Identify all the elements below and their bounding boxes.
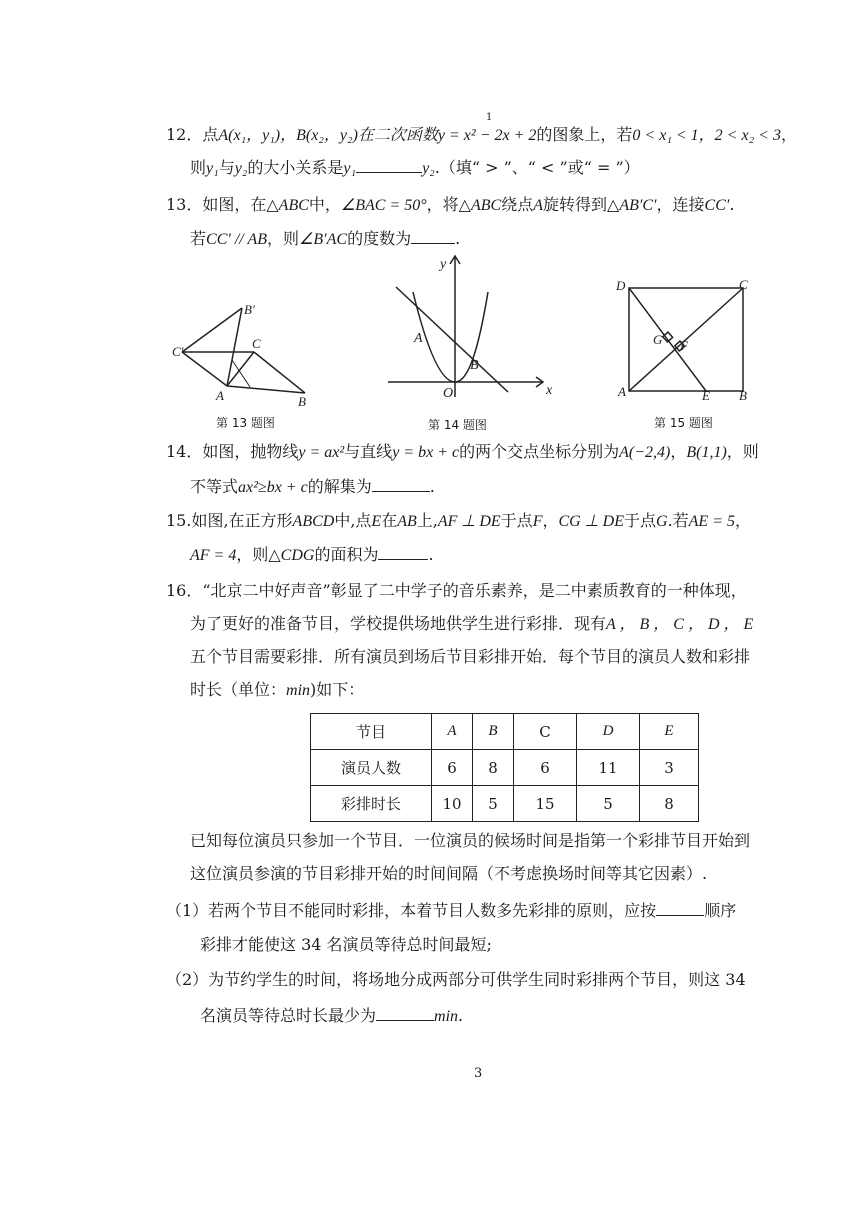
question-12-line-1 [166,124,797,147]
q15-text: . [428,545,434,564]
q16-unit: min [434,1008,459,1025]
vertex-label-a: A [618,384,626,399]
table-row-label: 演员人数 [311,750,432,786]
q13-text: 13．如图，在△ [166,195,279,214]
question-13-line-1 [166,194,734,217]
q12-text: 的大小关系是 [247,158,344,177]
q16-text: 顺序 [704,901,737,920]
question-16-part-1 [166,899,736,922]
axis-label-x: x [546,383,553,398]
table-row-label: 彩排时长 [311,786,432,822]
answer-blank-q16-2[interactable] [376,1004,434,1021]
point-label-e: E [702,388,710,403]
q13-text: ，连接 [656,195,705,214]
figure-15-square [614,276,764,404]
table-row [311,750,699,786]
table-cell: 5 [577,786,640,822]
q12-condition: 0 < x₁ < 1，2 < x₂ < 3 [632,127,781,144]
q16-text: 为了更好的准备节目，学校提供场地供学生进行彩排．现有 [190,614,607,633]
question-16-line-5: 已知每位演员只参加一个节目．一位演员的候场时间是指第一个彩排节目开始到 [190,831,751,850]
q13-var: CC′ // AB [206,231,268,248]
q14-expr: ax²≥bx + c [238,479,308,496]
table-header-cell: C [514,714,577,750]
table-cell: 5 [473,786,514,822]
q15-text: ，则△ [236,545,281,564]
q13-text: 绕点 [501,195,534,214]
q14-point: B(1,1) [686,444,727,461]
question-16-line-6: 这位演员参演的节目彩排开始的时间间隔（不考虑换场时间等其它因素）. [190,864,708,883]
point-label-g: G [653,332,663,347]
q16-text: . [458,1006,464,1025]
q13-text: 中， [308,195,341,214]
q16-text: （1）若两个节目不能同时彩排，本着节目人数多先彩排的原则，应按 [166,901,657,920]
point-label-f: F [680,338,688,353]
q15-expr: AF ⊥ DE [437,513,501,530]
q14-text: ， [670,442,687,461]
q15-var: F [532,513,543,530]
q14-text: ，则 [726,442,759,461]
label-a: A [216,388,224,403]
question-16-line-4 [190,679,364,702]
question-13-line-2 [190,227,460,251]
figure-13-caption: 第 13 题图 [216,416,275,430]
answer-blank-q16-1[interactable] [656,899,704,916]
q14-text: 的两个交点坐标分别为 [459,442,620,461]
q15-expr: AF = 4 [190,547,237,564]
q16-text: 时长（单位： [190,680,287,699]
figure-13-diagram [172,300,317,408]
answer-blank-q14[interactable] [372,475,430,492]
point-label-b: B [470,358,479,373]
q13-var: ∠B′AC [299,231,348,248]
answer-blank-q15[interactable] [378,543,428,560]
q12-function: y = x² − 2x + 2 [437,127,537,144]
table-header-row [311,714,699,750]
q15-var: E [371,513,382,530]
q15-text: 于点 [623,511,656,530]
table-cell: 6 [514,750,577,786]
q16-programs: A ， B ， C ， D ， E [606,616,754,633]
q15-text: 在 [381,511,398,530]
q15-text: .若 [667,511,689,530]
q12-text: 12．点 [166,125,219,144]
q15-text: 中,点 [334,511,372,530]
q15-text: 于点 [500,511,533,530]
label-b-prime: B′ [244,302,255,317]
question-16-part-2-line-2 [200,1004,463,1028]
q14-text: 与直线 [344,442,393,461]
q13-text: 旋转得到△ [543,195,620,214]
q13-var: CC′ [704,197,730,214]
q13-text: . [729,195,735,214]
question-16-part-2: （2）为节约学生的时间，将场地分成两部分可供学生同时彩排两个节目，则这 34 [166,970,746,989]
axis-label-y: y [440,257,447,272]
question-16-line-2 [190,613,753,636]
q15-text: ， [542,511,559,530]
table-cell: 6 [432,750,473,786]
rehearsal-table [310,713,699,822]
q15-var: AB [397,513,417,530]
answer-blank-q13[interactable] [411,227,455,244]
vertex-label-c: C [739,277,748,292]
q14-text: 14．如图，抛物线 [166,442,299,461]
question-14-line-2 [190,475,435,499]
q15-expr: AE = 5 [688,513,735,530]
q16-text: )如下： [310,680,365,699]
q15-text: ， [735,511,752,530]
question-15-line-2 [190,543,434,567]
q16-unit: min [286,682,311,699]
figure-15-caption: 第 15 题图 [654,416,713,430]
q13-text: 若 [190,229,207,248]
question-16-part-1-line-2: 彩排才能使这 34 名演员等待总时间最短; [200,935,492,954]
figure-14-caption: 第 14 题图 [428,418,487,432]
table-header-cell: E [640,714,699,750]
q15-text: 15.如图,在正方形 [166,511,293,530]
q12-text: 与 [218,158,235,177]
table-cell: 10 [432,786,473,822]
q14-point: A(−2,4) [619,444,671,461]
table-header-cell: A [432,714,473,750]
vertex-label-d: D [616,278,626,293]
q15-var: CDG [280,547,315,564]
label-c: C [252,336,261,351]
page-number: 3 [474,1066,483,1081]
table-cell: 8 [473,750,514,786]
q16-text: 名演员等待总时长最少为 [200,1006,377,1025]
q13-var: AB′C′ [619,197,657,214]
q12-var: y₂ [422,160,435,177]
question-12-line-2 [190,156,640,180]
table-header-cell: B [473,714,514,750]
q15-var: G [656,513,668,530]
table-cell: 3 [640,750,699,786]
q15-var: ABCD [292,513,335,530]
figure-14-graph [378,252,558,402]
q13-text: 的度数为 [347,229,412,248]
table-cell: 11 [577,750,640,786]
answer-blank-q12[interactable] [356,156,422,173]
table-header-cell: D [577,714,640,750]
table-cell: 15 [514,786,577,822]
q12-var: y₂ [234,160,248,177]
q12-var: y₁ [206,160,219,177]
label-b: B [298,394,306,408]
q12-text: .（填“ > ”、“ < ”或“ = ”） [434,158,640,177]
q14-expr: y = ax² [298,444,345,461]
q15-text: 上, [416,511,438,530]
table-header-cell: 节目 [311,714,432,750]
q12-text: ， [780,125,797,144]
q13-text: ，则 [267,229,300,248]
q14-text: . [429,477,435,496]
q14-text: 不等式 [190,477,239,496]
question-16-line-1: 16．“北京二中好声音”彰显了二中学子的音乐素养，是二中素质教育的一种体现， [166,581,747,600]
q14-text: 的解集为 [307,477,372,496]
point-label-a: A [414,331,423,346]
q12-var: y₁ [343,160,357,177]
origin-label: O [443,386,454,401]
q14-expr: y = bx + c [392,444,460,461]
q12-points: A(x₁，y₁)，B(x₂，y₂)在二次函数 [218,127,438,144]
question-16-line-3: 五个节目需要彩排．所有演员到场后节目彩排开始．每个节目的演员人数和彩排 [190,647,751,666]
table-cell: 8 [640,786,699,822]
q15-expr: CG ⊥ DE [558,513,624,530]
vertex-label-b: B [739,388,747,403]
question-14-line-1 [166,441,759,464]
q13-var: A [533,197,543,214]
q13-var: ABC [470,197,502,214]
q13-text: ，将△ [426,195,471,214]
q12-text: 则 [190,158,207,177]
q13-text: . [455,229,461,248]
question-15-line-1 [166,510,751,533]
label-c-prime: C′ [172,344,184,359]
table-row [311,786,699,822]
q13-var: ABC [278,197,309,214]
q13-angle: ∠BAC = 50° [340,197,427,214]
q12-text: 的图象上，若 [536,125,633,144]
top-mark: 1 [486,112,493,123]
q15-text: 的面积为 [314,545,379,564]
